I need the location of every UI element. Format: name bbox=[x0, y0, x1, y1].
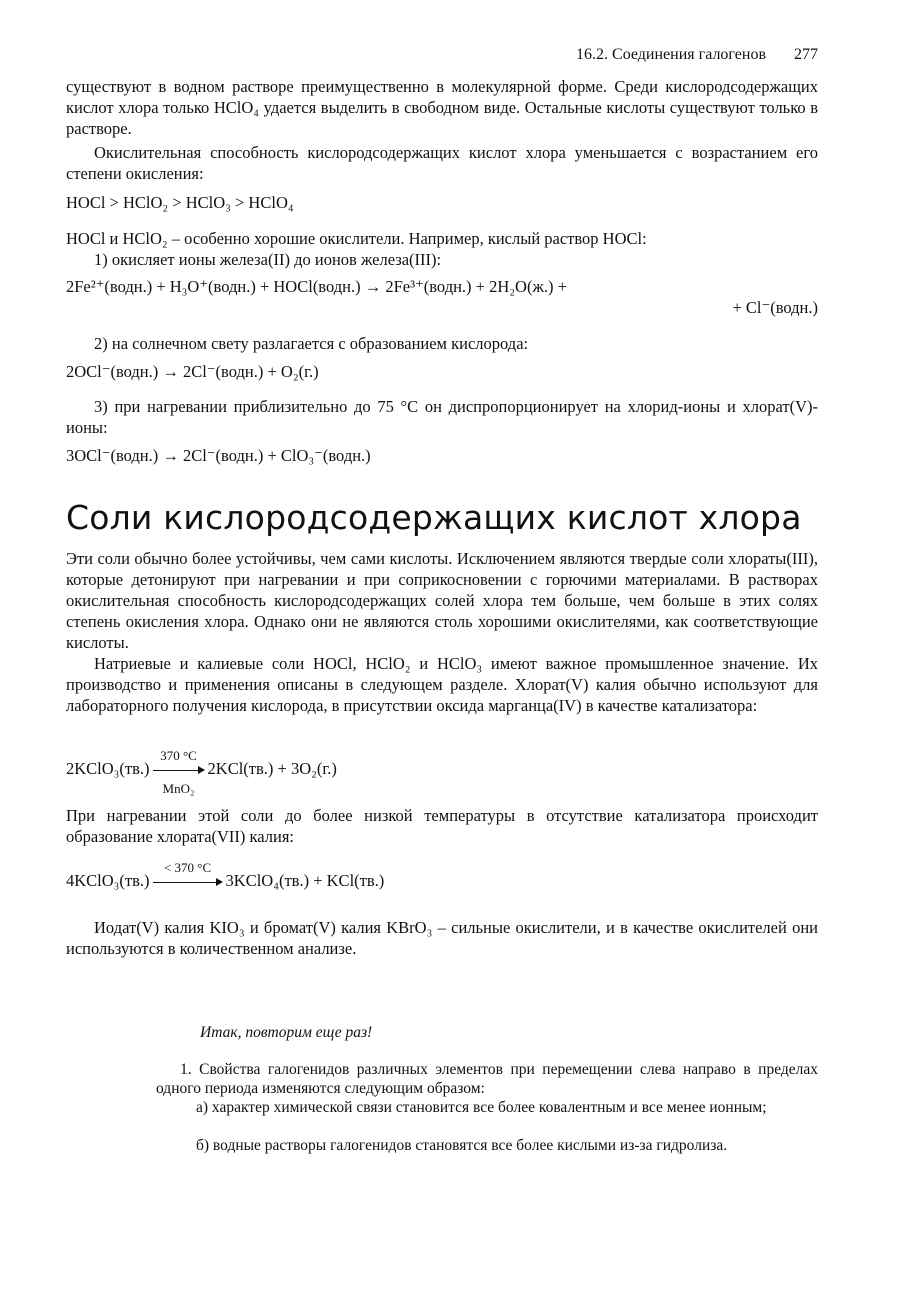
equation-2: 2OCl⁻(водн.) → 2Cl⁻(водн.) + O₂(г.) bbox=[66, 362, 319, 381]
running-header bbox=[576, 46, 818, 64]
equation-1-right: + Cl⁻(водн.) bbox=[732, 298, 818, 317]
equation-4-products: 2KCl(тв.) + 3O₂(г.) bbox=[207, 759, 337, 778]
summary-item-1: 1. Свойства галогенидов различных элементов при перемещении слева направо в пределах одного периода изменяются следующим образом: bbox=[156, 1061, 818, 1097]
list-item-2: 2) на солнечном свету разлагается с образованием кислорода: bbox=[94, 334, 529, 353]
intro-paragraph-2: Окислительная способность кислородсодержащих кислот хлора уменьшается с возрастанием его степени окисления: bbox=[66, 143, 818, 183]
header-section-title: 16.2. Соединения галогенов bbox=[576, 46, 766, 63]
equation-1-left: 2Fe²⁺(водн.) + H₃O⁺(водн.) + HOCl(водн.) → 2Fe³⁺(водн.) + 2H₂O(ж.) + bbox=[66, 277, 567, 296]
salts-paragraph-2: Натриевые и калиевые соли HOCl, HClO₂ и HClO₃ имеют важное промышленное значение. Их производство и применения описаны в следующем разделе. Хлорат(V) калия обычно используют для лабораторного получения кислорода, в присутствии оксида марганца(IV) в качестве катализатора: bbox=[66, 654, 818, 715]
list-item-1: 1) окисляет ионы железа(II) до ионов железа(III): bbox=[94, 250, 442, 269]
list-item-3: 3) при нагревании приблизительно до 75 °C он диспропорционирует на хлорид-ионы и хлорат(V)-ионы: bbox=[66, 397, 818, 437]
summary-item-1a: а) характер химической связи становится все более ковалентным и все менее ионным; bbox=[196, 1099, 767, 1116]
equation-5-reactant: 4KClO₃(тв.) bbox=[66, 871, 150, 890]
equation-4-catalyst: MnO₂ bbox=[162, 781, 195, 797]
equation-5-products: 3KClO₄(тв.) + KCl(тв.) bbox=[225, 871, 385, 890]
reaction-arrow-icon bbox=[153, 860, 223, 892]
equation-4-reactant: 2KClO₃(тв.) bbox=[66, 759, 150, 778]
equation-4-condition: 370 °C bbox=[160, 748, 197, 764]
section-heading: Соли кислородсодержащих кислот хлора bbox=[66, 498, 802, 537]
equation-5-condition: < 370 °C bbox=[163, 860, 212, 876]
salts-paragraph-4: Иодат(V) калия KIO₃ и бромат(V) калия KBrO₃ – сильные окислители, и в качестве окислителей они используются в количественном анализе. bbox=[66, 918, 818, 958]
salts-paragraph-3: При нагревании этой соли до более низкой температуры в отсутствие катализатора происходит образование хлората(VII) калия: bbox=[66, 806, 818, 846]
summary-title: Итак, повторим еще раз! bbox=[200, 1024, 373, 1041]
acid-order-equation: HOCl > HClO₂ > HClO₃ > HClO₄ bbox=[66, 193, 294, 212]
reaction-arrow-icon bbox=[153, 748, 205, 797]
equation-5 bbox=[66, 860, 385, 892]
intro-paragraph-3: HOCl и HClO₂ – особенно хорошие окислители. Например, кислый раствор HOCl: bbox=[66, 229, 647, 248]
equation-3: 3OCl⁻(водн.) → 2Cl⁻(водн.) + ClO₃⁻(водн.) bbox=[66, 446, 371, 465]
summary-item-1b: б) водные растворы галогенидов становятся все более кислыми из-за гидролиза. bbox=[196, 1137, 728, 1154]
equation-4 bbox=[66, 748, 337, 797]
salts-paragraph-1: Эти соли обычно более устойчивы, чем сами кислоты. Исключением являются твердые соли хлораты(III), которые детонируют при нагревании и при соприкосновении с горючими материалами. В растворах окислительная способность кислородсодержащих солей хлора тем больше, чем больше в этих солях степень окисления хлора. Однако они не являются столь хорошими окислителями, как соответствующие кислоты. bbox=[66, 549, 818, 652]
intro-paragraph-1: существуют в водном растворе преимущественно в молекулярной форме. Среди кислородсодержащих кислот хлора только HClO₄ удается выделить в свободном виде. Остальные кислоты существуют только в растворе. bbox=[66, 77, 818, 138]
page-number: 277 bbox=[794, 46, 818, 63]
